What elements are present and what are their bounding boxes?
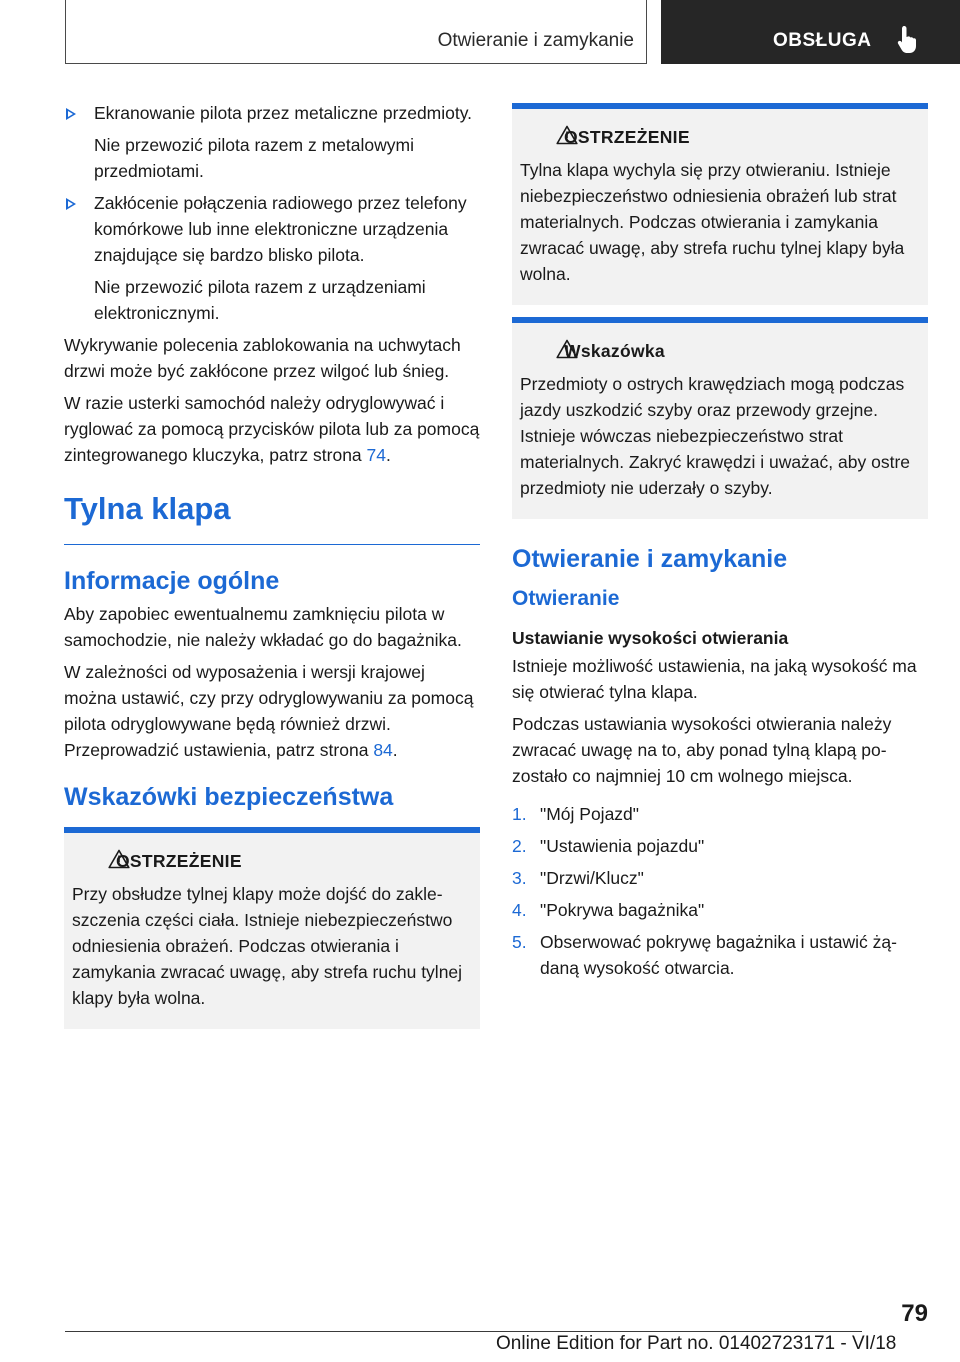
warning-text: Tylna klapa wychyla się przy otwieraniu. Istnieje niebezpieczeństwo odniesienia obrażeń lub strat materialnych. Podczas otwierania i zamykania zwracać uwagę, aby strefa ruchu tylnej klapy była wolna. <box>520 160 905 284</box>
paragraph: Istnieje możliwość ustawienia, na jaką wysokość ma się otwierać tylna klapa. <box>512 656 917 702</box>
step-item <box>512 833 928 859</box>
triangle-bullet-icon <box>66 198 76 210</box>
note-title: Wskazówka <box>564 341 665 361</box>
warning-title: OSTRZEŻENIE <box>564 127 690 147</box>
note-text: Przedmioty o ostrych krawędziach mogą podczas jazdy uszkodzić szyby oraz przewody grzejne. Istnieje wówczas niebezpieczeństwo strat materialnych. Zakryć krawędzi i uważać, aby ostre przedmioty nie uderzały o szyby. <box>520 374 910 498</box>
warning-title: OSTRZEŻENIE <box>116 851 242 871</box>
step-number: 4. <box>512 900 527 920</box>
step-item <box>512 801 928 827</box>
hand-pointer-icon <box>895 24 921 54</box>
step-text: "Mój Pojazd" <box>540 804 639 824</box>
step-number: 2. <box>512 836 527 856</box>
paragraph: Aby zapobiec ewentualnemu zamknięciu pilota w samochodzie, nie należy wkładać go do bagażnika. <box>64 604 462 650</box>
subsection-heading: Informacje ogólne <box>64 567 280 595</box>
step-item <box>512 929 928 981</box>
step-text: "Pokrywa bagażnika" <box>540 900 705 920</box>
bullet-subtext: Nie przewozić pilota razem z urządzeniami elektronicznymi. <box>94 277 426 323</box>
step-item <box>512 865 928 891</box>
section-tab <box>661 0 960 64</box>
section-tab-label: OBSŁUGA <box>773 30 872 51</box>
triangle-bullet-icon <box>66 108 76 120</box>
page-link[interactable]: 74 <box>366 445 386 465</box>
step-item <box>512 897 928 923</box>
footer-divider <box>65 1331 862 1332</box>
chapter-title: Otwieranie i zamykanie <box>437 30 634 51</box>
warning-text: Przy obsłudze tylnej klapy może dojść do zakleszczenia części ciała. Istnieje niebezpieczeństwo odniesienia obrażeń. Podczas otwierania i zamykania zwracać uwagę, aby strefa ruchu tylnej klapy była wolna. <box>72 884 463 1008</box>
warning-box <box>512 103 928 305</box>
list-item <box>64 190 480 268</box>
right-column <box>512 103 928 987</box>
bullet-subtext: Nie przewozić pilota razem z metalowymi przedmiotami. <box>94 135 414 181</box>
bullet-text: Zakłócenie połączenia radiowego przez telefony komórkowe lub inne elektroniczne urządzenia znajdujące się bardzo blisko pilota. <box>94 193 467 265</box>
step-text: "Ustawienia pojazdu" <box>540 836 705 856</box>
paragraph: Wykrywanie polecenia zablokowania na uchwytach drzwi może być zakłócone przez wilgoć lub śnieg. <box>64 335 461 381</box>
bullet-text: Ekranowanie pilota przez metaliczne przedmioty. <box>94 103 473 123</box>
page-number: 79 <box>901 1300 928 1327</box>
section-heading: Tylna klapa <box>64 490 480 545</box>
step-number: 5. <box>512 932 527 952</box>
edition-footer: Online Edition for Part no. 01402723171 - VI/18 <box>496 1333 897 1354</box>
step-text: "Drzwi/Klucz" <box>540 868 644 888</box>
paragraph: W zależności od wyposażenia i wersji krajowej można ustawić, czy przy odryglowywaniu za pomocą pilota odryglowywane będą również drzwi. Przeprowadzić ustawienia, patrz strona 84. <box>64 662 474 760</box>
paragraph: Podczas ustawiania wysokości otwierania należy zwracać uwagę na to, aby ponad tylną klapą pozostało co najmniej 10 cm wolnego miejsca. <box>512 714 892 786</box>
chapter-header <box>65 0 647 64</box>
procedure-heading: Ustawianie wysokości otwierania <box>512 628 789 648</box>
paragraph: W razie usterki samochód należy odryglowywać i ryglować za pomocą przycisków pilota lub za pomocą zintegrowanego kluczyka, patrz strona 74. <box>64 393 480 465</box>
page-link[interactable]: 84 <box>373 740 393 760</box>
subsection-heading: Wskazówki bezpieczeństwa <box>64 783 394 811</box>
step-text: Obserwować pokrywę bagażnika i ustawić żądaną wysokość otwarcia. <box>540 932 897 978</box>
subsection-heading: Otwieranie i zamykanie <box>512 545 788 573</box>
sub-subsection-heading: Otwieranie <box>512 587 620 610</box>
step-number: 1. <box>512 804 527 824</box>
warning-box <box>64 827 480 1029</box>
step-number: 3. <box>512 868 527 888</box>
list-item <box>64 100 480 126</box>
left-column <box>64 100 480 1029</box>
note-box <box>512 317 928 519</box>
